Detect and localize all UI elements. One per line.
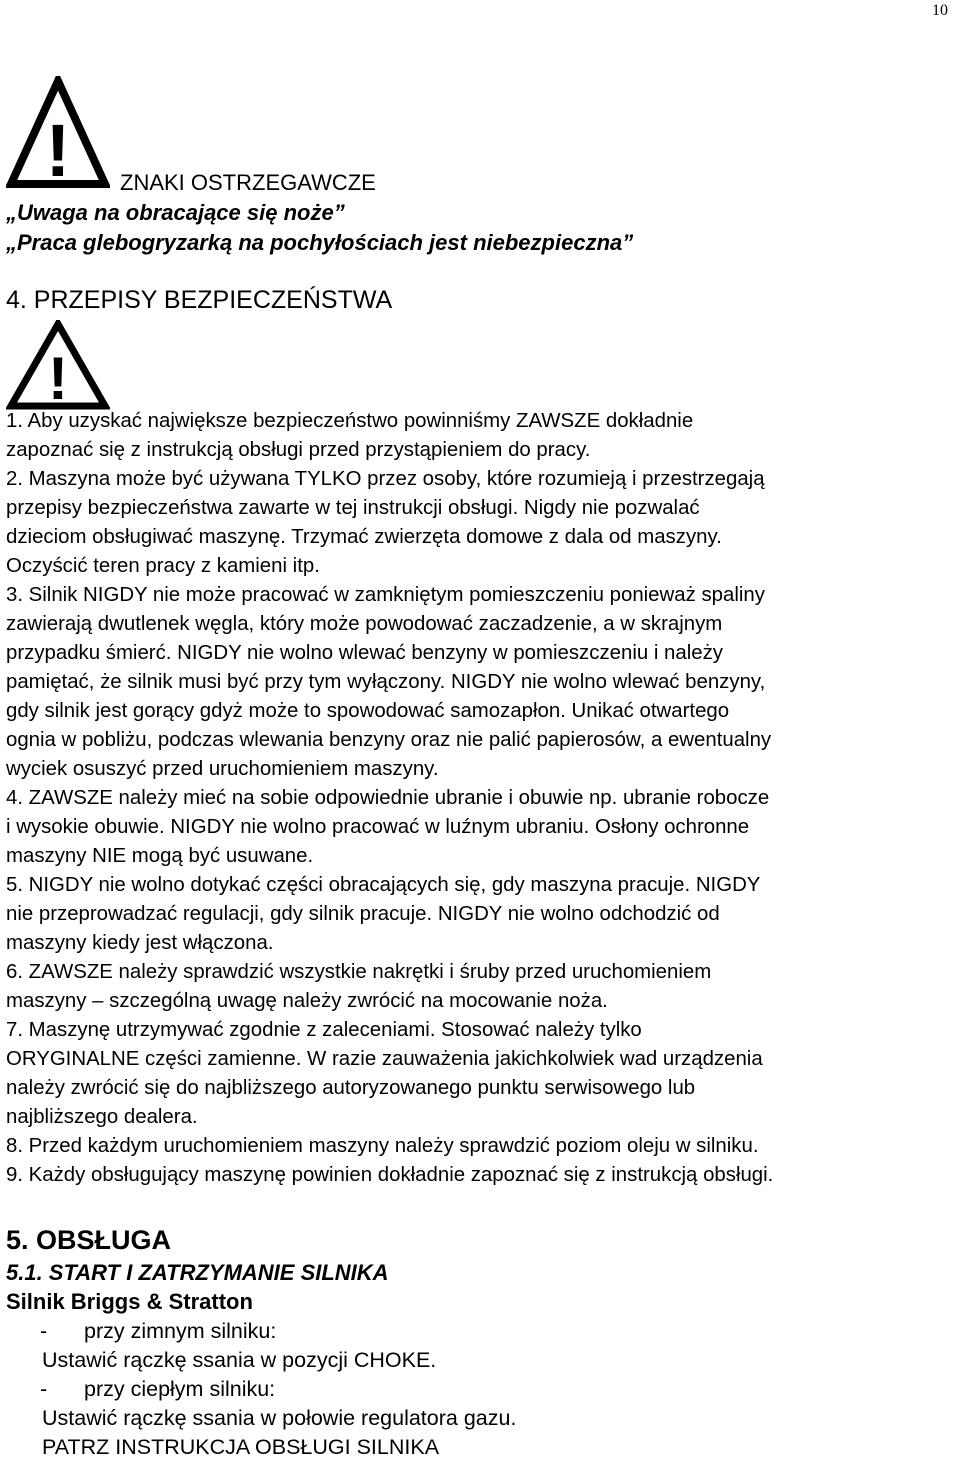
engine-name: Silnik Briggs & Stratton xyxy=(6,1289,253,1314)
rule-line: Oczyścić teren pracy z kamieni itp. xyxy=(6,555,320,577)
warm-engine-label: przy ciepłym silniku: xyxy=(84,1377,276,1401)
safety-rules xyxy=(6,407,956,1190)
rule-line: 8. Przed każdym uruchomieniem maszyny należy sprawdzić poziom oleju w silniku. xyxy=(6,1135,759,1157)
list-item xyxy=(6,1317,516,1346)
warning-signs-title: ZNAKI OSTRZEGAWCZE xyxy=(120,170,376,195)
rule-line: ognia w pobliżu, podczas wlewania benzyny oraz nie palić papierosów, a ewentualny xyxy=(6,729,772,751)
rule-line: zawierają dwutlenek węgla, który może powodować zaczadzenie, a w skrajnym xyxy=(6,613,723,635)
section-5-heading: 5. OBSŁUGA xyxy=(6,1225,172,1255)
rule-line: gdy silnik jest gorący gdyż może to spowodować samozapłon. Unikać otwartego xyxy=(6,700,730,722)
section-5-1-heading: 5.1. START I ZATRZYMANIE SILNIKA xyxy=(6,1260,389,1285)
engine-manual-note: PATRZ INSTRUKCJA OBSŁUGI SILNIKA xyxy=(42,1435,440,1459)
page-number: 10 xyxy=(932,2,948,19)
warning-slopes: „Praca glebogryzarką na pochyłościach jest niebezpieczna” xyxy=(6,230,634,255)
list-dash: - xyxy=(40,1377,48,1401)
rule-line: najbliższego dealera. xyxy=(6,1106,198,1128)
rule-line: 6. ZAWSZE należy sprawdzić wszystkie nakrętki i śruby przed uruchomieniem xyxy=(6,961,712,983)
cold-engine-action: Ustawić rączkę ssania w pozycji CHOKE. xyxy=(42,1348,437,1372)
warm-engine-action: Ustawić rączkę ssania w połowie regulatora gazu. xyxy=(42,1406,517,1430)
rule-line: 2. Maszyna może być używana TYLKO przez osoby, które rozumieją i przestrzegają xyxy=(6,468,765,490)
rule-line: maszyny kiedy jest włączona. xyxy=(6,932,274,954)
rule-line: należy zwrócić się do najbliższego autoryzowanego punktu serwisowego lub xyxy=(6,1077,696,1099)
list-dash: - xyxy=(40,1319,48,1343)
rule-line: 5. NIGDY nie wolno dotykać części obracających się, gdy maszyna pracuje. NIGDY xyxy=(6,874,761,896)
list-item xyxy=(6,1375,516,1404)
rule-line: nie przeprowadzać regulacji, gdy silnik pracuje. NIGDY nie wolno odchodzić od xyxy=(6,903,720,925)
rule-line: i wysokie obuwie. NIGDY nie wolno pracować w luźnym ubraniu. Osłony ochronne xyxy=(6,816,750,838)
rule-line: dzieciom obsługiwać maszynę. Trzymać zwierzęta domowe z dala od maszyny. xyxy=(6,526,722,548)
rule-line: 4. ZAWSZE należy mieć na sobie odpowiednie ubranie i obuwie np. ubranie robocze xyxy=(6,787,770,809)
rule-line: 7. Maszynę utrzymywać zgodnie z zaleceniami. Stosować należy tylko xyxy=(6,1019,642,1041)
warning-triangle-icon xyxy=(6,76,110,190)
rule-line: 3. Silnik NIGDY nie może pracować w zamkniętym pomieszczeniu ponieważ spaliny xyxy=(6,584,765,606)
start-instructions xyxy=(6,1317,516,1462)
warning-rotating-blades: „Uwaga na obracające się noże” xyxy=(6,200,345,225)
rule-line: zapoznać się z instrukcją obsługi przed przystąpieniem do pracy. xyxy=(6,439,591,461)
rule-line: maszyny – szczególną uwagę należy zwrócić na mocowanie noża. xyxy=(6,990,608,1012)
section-4-heading: 4. PRZEPISY BEZPIECZEŃSTWA xyxy=(6,286,393,314)
svg-text:!: ! xyxy=(48,345,68,410)
rule-line: 9. Każdy obsługujący maszynę powinien dokładnie zapoznać się z instrukcją obsługi. xyxy=(6,1164,774,1186)
rule-line: maszyny NIE mogą być usuwane. xyxy=(6,845,314,867)
rule-line: przypadku śmierć. NIGDY nie wolno wlewać benzyny w pomieszczeniu i należy xyxy=(6,642,723,664)
warning-triangle-icon xyxy=(6,320,110,410)
rule-line: pamiętać, że silnik musi być przy tym wyłączony. NIGDY nie wolno wlewać benzyny, xyxy=(6,671,766,693)
rule-line: wyciek osuszyć przed uruchomieniem maszyny. xyxy=(6,758,439,780)
svg-text:!: ! xyxy=(45,109,71,190)
rule-line: przepisy bezpieczeństwa zawarte w tej instrukcji obsługi. Nigdy nie pozwalać xyxy=(6,497,700,519)
rule-line: 1. Aby uzyskać największe bezpieczeństwo powinniśmy ZAWSZE dokładnie xyxy=(6,410,694,432)
rule-line: ORYGINALNE części zamienne. W razie zauważenia jakichkolwiek wad urządzenia xyxy=(6,1048,763,1070)
cold-engine-label: przy zimnym silniku: xyxy=(84,1319,277,1343)
